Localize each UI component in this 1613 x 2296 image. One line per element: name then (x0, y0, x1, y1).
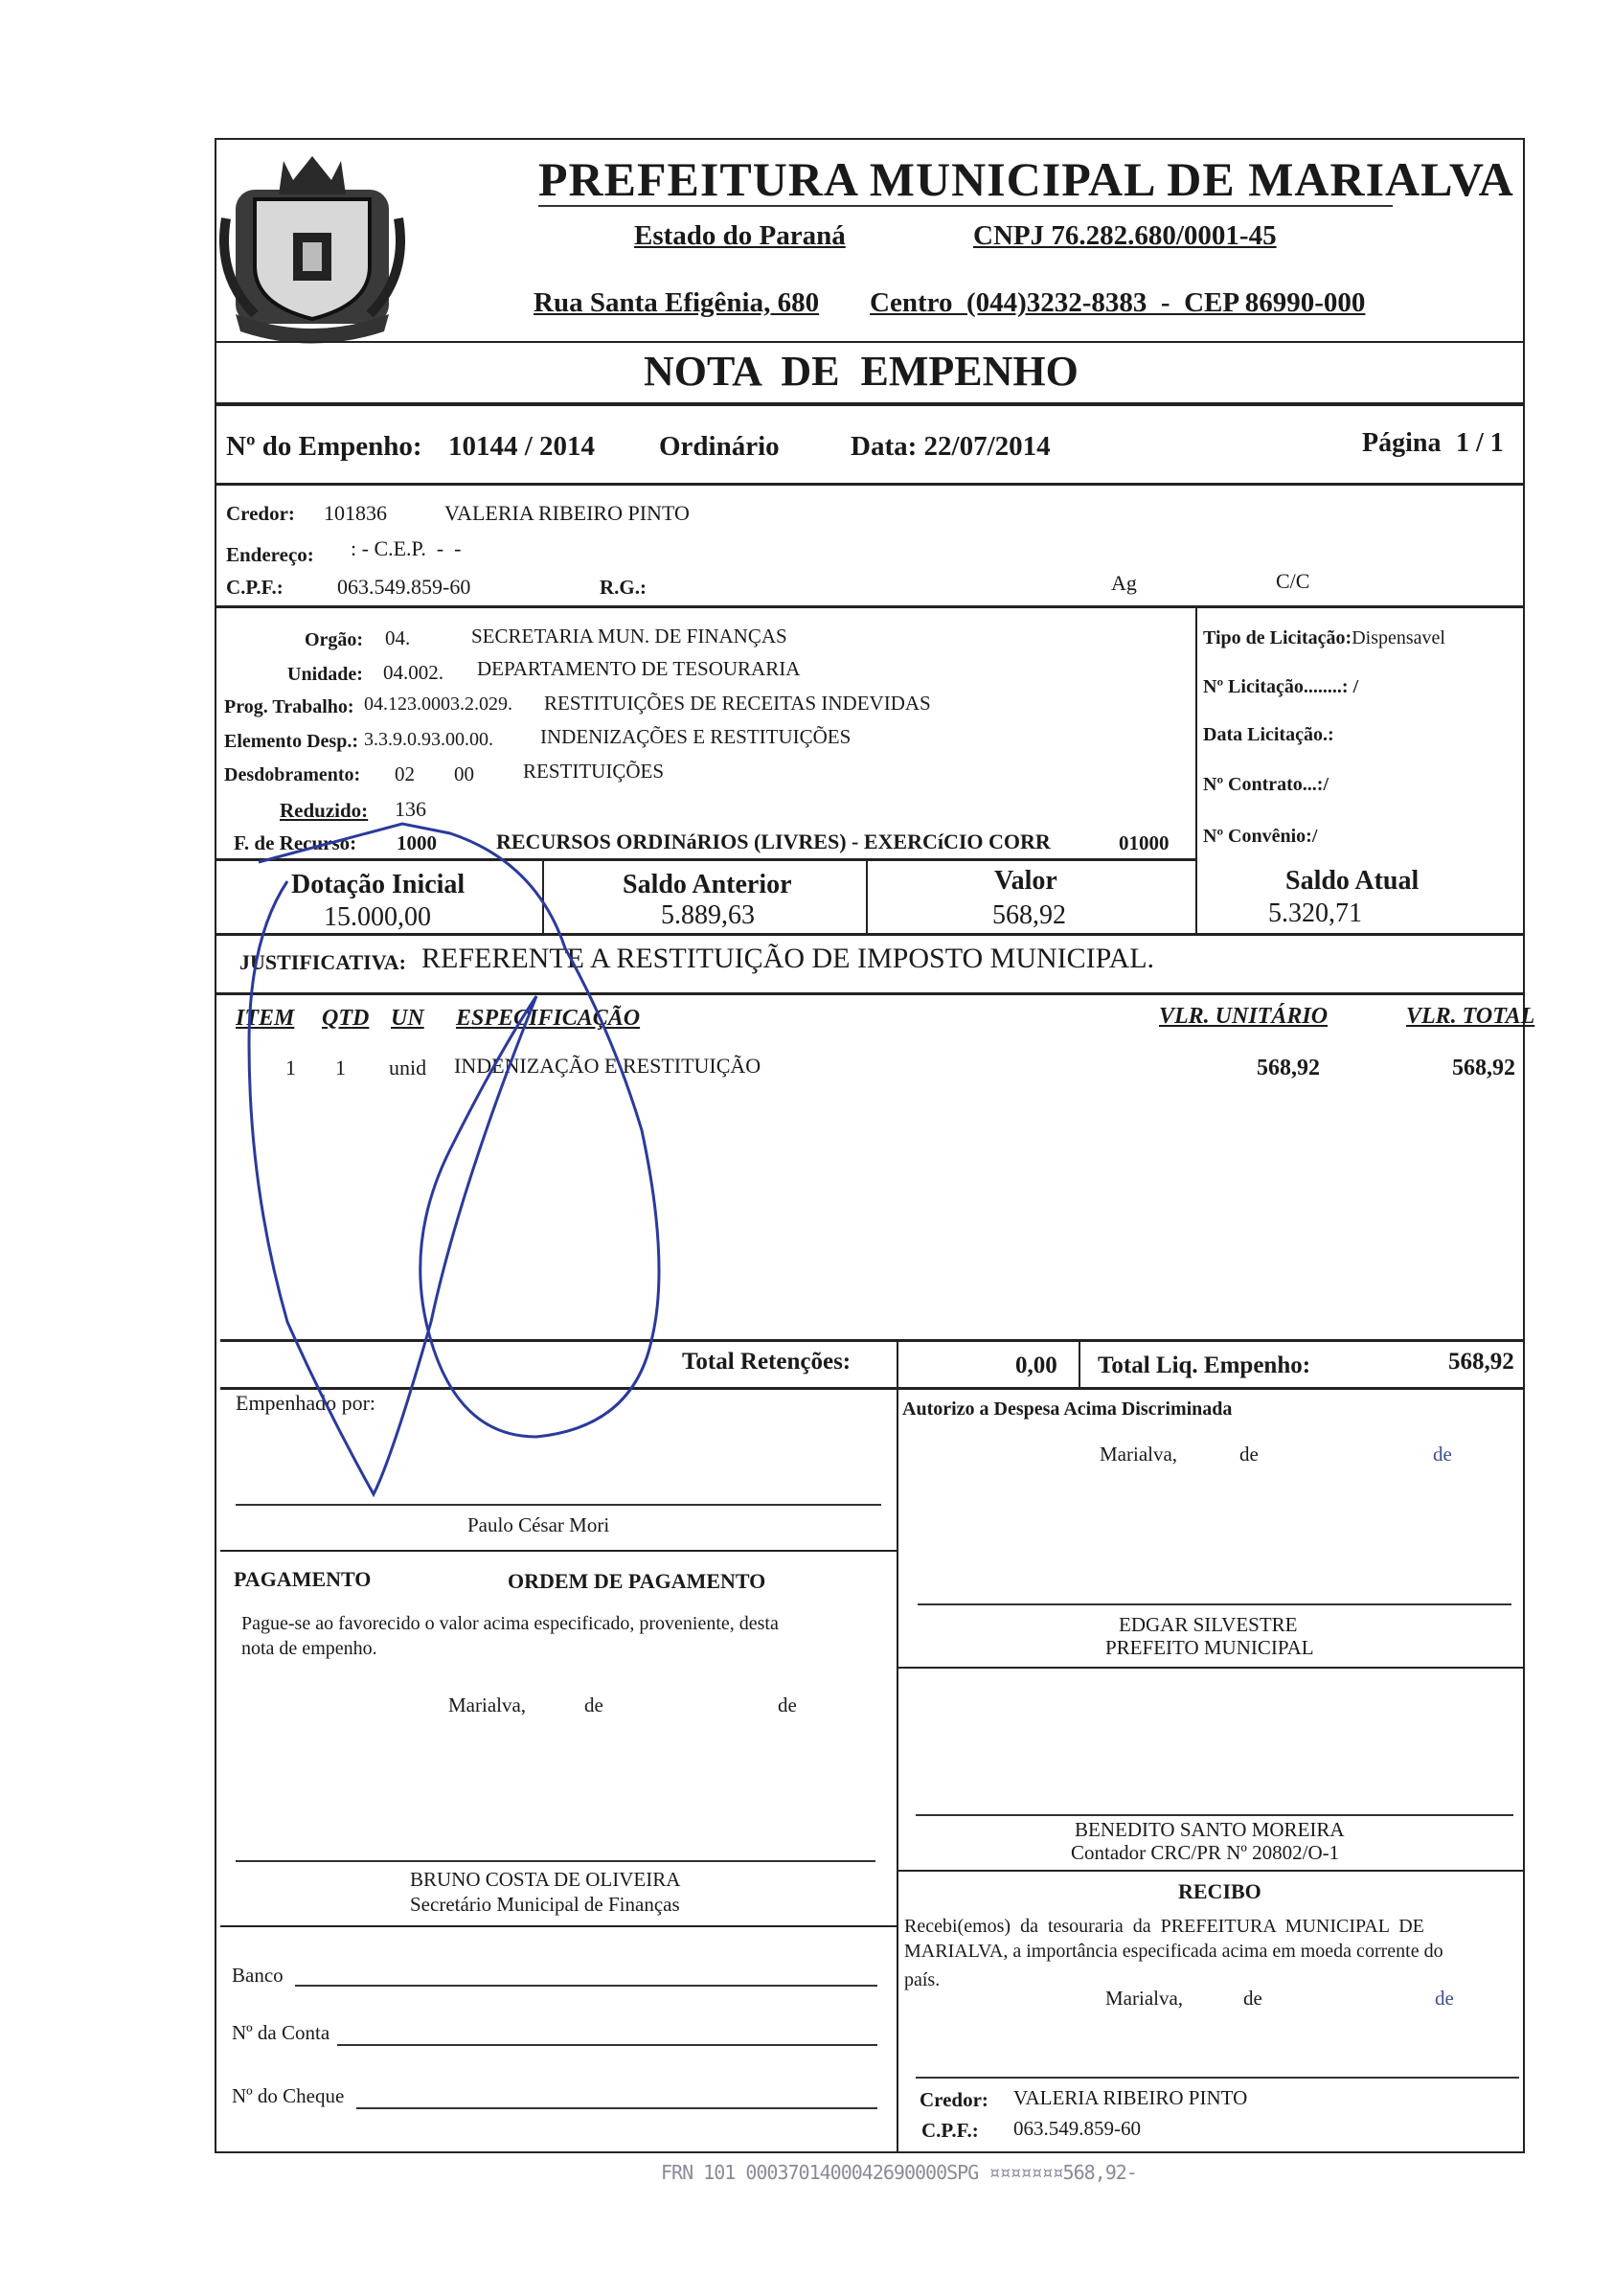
recibo-cpf-value: 063.549.859-60 (1013, 2117, 1141, 2140)
licitacao-date: Data Licitação.: (1203, 724, 1334, 745)
autorizo-de1: de (1239, 1443, 1259, 1466)
autorizo-city: Marialva, (1100, 1443, 1178, 1466)
empenhado-label: Empenhado por: (236, 1391, 376, 1415)
orgao-code: 04. (385, 626, 411, 649)
dotacao-value: 15.000,00 (324, 902, 431, 932)
item-unit: unid (389, 1056, 427, 1080)
credor-label: Credor: (226, 502, 295, 525)
desdobramento-name: RESTITUIÇÕES (523, 760, 664, 783)
page-number: 1 / 1 (1456, 428, 1504, 458)
street-label: Rua Santa Efigênia, 680 (534, 287, 820, 318)
pagamento-text-2: nota de empenho. (241, 1638, 377, 1659)
signature-line (916, 2077, 1519, 2079)
saldo-anterior-value: 5.889,63 (661, 900, 755, 930)
retencoes-label: Total Retenções: (682, 1349, 852, 1375)
cnpj-label: CNPJ 76.282.680/0001-45 (973, 220, 1277, 251)
conta-field-line (337, 2044, 877, 2046)
page-label: Página (1362, 428, 1442, 458)
recibo-text-3: país. (904, 1969, 941, 1990)
licitacao-type-value: Dispensavel (1352, 627, 1445, 648)
banco-label: Banco (232, 1964, 284, 1987)
divider (220, 1925, 897, 1927)
desdobramento-b: 00 (454, 762, 474, 785)
recibo-text-2: MARIALVA, a importância especificada acima em moeda corrente do (904, 1941, 1443, 1962)
prefeito-name: EDGAR SILVESTRE (1119, 1613, 1298, 1636)
empenhado-signer: Paulo César Mori (467, 1513, 610, 1536)
divider (1195, 605, 1197, 933)
divider (215, 858, 1195, 861)
divider (215, 992, 1525, 995)
credor-name: VALERIA RIBEIRO PINTO (444, 501, 690, 525)
justificativa-label: JUSTIFICATIVA: (239, 950, 407, 974)
prog-label: Prog. Trabalho: (224, 696, 354, 717)
valor-label: Valor (994, 866, 1057, 896)
item-number: 1 (285, 1056, 296, 1080)
cc-label: C/C (1276, 569, 1310, 593)
licitacao-type (1203, 627, 1445, 649)
licitacao-number: Nº Licitação........: / (1203, 676, 1359, 697)
state-label: Estado do Paraná (634, 220, 846, 251)
divider (542, 858, 544, 935)
dotacao-label: Dotação Inicial (291, 870, 466, 899)
orgao-name: SECRETARIA MUN. DE FINANÇAS (471, 625, 787, 648)
divider (220, 1550, 897, 1552)
document-title: NOTA DE EMPENHO (644, 348, 1079, 395)
conta-label: Nº da Conta (232, 2021, 330, 2044)
col-qtd: QTD (322, 1006, 370, 1031)
col-especificacao: ESPECIFICAÇÃO (456, 1006, 641, 1031)
autorizo-de2: de (1433, 1443, 1452, 1466)
divider (1079, 1339, 1080, 1387)
divider (220, 1339, 1525, 1342)
ag-label: Ag (1111, 571, 1137, 595)
empenho-number-label: Nº do Empenho: (226, 431, 422, 462)
empenho-number: 10144 / 2014 (448, 431, 596, 462)
credor-code: 101836 (324, 501, 387, 525)
recurso-number: 01000 (1119, 831, 1170, 854)
elemento-name: INDENIZAÇÕES E RESTITUIÇÕES (540, 725, 852, 748)
prog-code: 04.123.0003.2.029. (364, 693, 512, 715)
reduzido-label: Reduzido: (280, 799, 369, 822)
desdobramento-a: 02 (395, 762, 415, 785)
divider (215, 402, 1525, 406)
col-total-value: VLR. TOTAL (1406, 1004, 1535, 1029)
justificativa-text: REFERENTE A RESTITUIÇÃO DE IMPOSTO MUNICIPAL. (421, 943, 1155, 974)
recibo-cpf-label: C.P.F.: (921, 2119, 979, 2142)
signature-line (236, 1504, 881, 1506)
recibo-de1: de (1243, 1987, 1262, 2010)
liq-empenho-label: Total Liq. Empenho: (1098, 1353, 1311, 1378)
recurso-name: RECURSOS ORDINáRIOS (LIVRES) - EXERCíCIO CORR (496, 830, 1051, 853)
retencoes-value: 0,00 (1015, 1353, 1057, 1378)
unidade-name: DEPARTAMENTO DE TESOURARIA (477, 657, 801, 680)
elemento-label: Elemento Desp.: (224, 731, 358, 752)
col-unit-value: VLR. UNITÁRIO (1159, 1004, 1329, 1029)
saldo-atual-value: 5.320,71 (1268, 898, 1362, 928)
pagamento-label: PAGAMENTO (234, 1567, 372, 1591)
col-un: UN (391, 1006, 424, 1031)
address-label: Endereço: (226, 543, 314, 566)
liq-empenho-value: 568,92 (1448, 1349, 1514, 1375)
recurso-code: 1000 (397, 831, 437, 854)
recurso-label: F. de Recurso: (234, 831, 357, 854)
divider (215, 605, 1525, 608)
reduzido-value: 136 (395, 797, 426, 821)
title-underline (538, 205, 1393, 207)
autorizo-label: Autorizo a Despesa Acima Discriminada (902, 1398, 1233, 1420)
ordem-pagamento-label: ORDEM DE PAGAMENTO (508, 1569, 766, 1593)
licitacao-type-label: Tipo de Licitação: (1203, 627, 1352, 648)
signature-line (236, 1860, 875, 1862)
saldo-atual-label: Saldo Atual (1285, 866, 1420, 896)
item-total-value: 568,92 (1452, 1056, 1515, 1080)
desdobramento-label: Desdobramento: (224, 764, 361, 785)
divider (215, 341, 1525, 343)
contador-name: BENEDITO SANTO MOREIRA (1075, 1818, 1345, 1841)
cheque-label: Nº do Cheque (232, 2084, 345, 2107)
item-spec: INDENIZAÇÃO E RESTITUIÇÃO (454, 1054, 761, 1078)
rg-label: R.G.: (600, 576, 647, 599)
footer-code: FRN 101 0003701400042690000SPG ¤¤¤¤¤¤¤568,92- (661, 2161, 1137, 2184)
pagamento-de2: de (778, 1694, 797, 1716)
valor-value: 568,92 (992, 900, 1066, 930)
empenho-type: Ordinário (659, 431, 780, 462)
orgao-label: Orgão: (305, 629, 364, 650)
banco-field-line (295, 1985, 877, 1987)
coat-of-arms-logo (216, 142, 408, 352)
recibo-city: Marialva, (1105, 1987, 1184, 2010)
pagamento-city: Marialva, (448, 1694, 527, 1716)
recibo-credor-name: VALERIA RIBEIRO PINTO (1013, 2086, 1248, 2109)
pagamento-text-1: Pague-se ao favorecido o valor acima especificado, proveniente, desta (241, 1613, 779, 1634)
divider (897, 1667, 1525, 1669)
col-item: ITEM (236, 1006, 295, 1031)
municipality-title: PREFEITURA MUNICIPAL DE MARIALVA (538, 152, 1514, 206)
recibo-de2: de (1435, 1987, 1454, 2010)
divider (220, 1387, 1525, 1390)
signature-line (918, 1603, 1511, 1605)
item-unit-value: 568,92 (1257, 1056, 1320, 1080)
recibo-text-1: Recebi(emos) da tesouraria da PREFEITURA MUNICIPAL DE (904, 1916, 1424, 1937)
saldo-anterior-label: Saldo Anterior (623, 870, 792, 899)
elemento-code: 3.3.9.0.93.00.00. (364, 729, 493, 750)
divider (215, 483, 1525, 486)
pagamento-de1: de (584, 1694, 603, 1716)
convenio-number: Nº Convênio:/ (1203, 826, 1318, 847)
contrato-number: Nº Contrato...:/ (1203, 774, 1329, 795)
cpf-label: C.P.F.: (226, 576, 284, 599)
recibo-label: RECIBO (1178, 1879, 1261, 1903)
contador-role: Contador CRC/PR Nº 20802/O-1 (1071, 1841, 1340, 1864)
empenho-date: Data: 22/07/2014 (851, 431, 1051, 462)
secretario-role: Secretário Municipal de Finanças (410, 1893, 680, 1916)
secretario-name: BRUNO COSTA DE OLIVEIRA (410, 1868, 681, 1891)
item-qty: 1 (335, 1056, 346, 1080)
divider (866, 858, 868, 935)
address-rest: Centro (044)3232-8383 - CEP 86990-000 (870, 287, 1366, 318)
address-value: : - C.E.P. - - (351, 536, 462, 560)
divider (897, 1870, 1525, 1872)
divider (897, 1339, 898, 2153)
unidade-code: 04.002. (383, 661, 443, 684)
prog-name: RESTITUIÇÕES DE RECEITAS INDEVIDAS (544, 692, 931, 715)
divider (215, 933, 1525, 936)
cheque-field-line (356, 2107, 877, 2109)
prefeito-role: PREFEITO MUNICIPAL (1105, 1636, 1314, 1659)
recibo-credor-label: Credor: (920, 2088, 988, 2111)
signature-line (916, 1814, 1513, 1816)
cpf-value: 063.549.859-60 (337, 575, 471, 599)
unidade-label: Unidade: (287, 664, 363, 685)
